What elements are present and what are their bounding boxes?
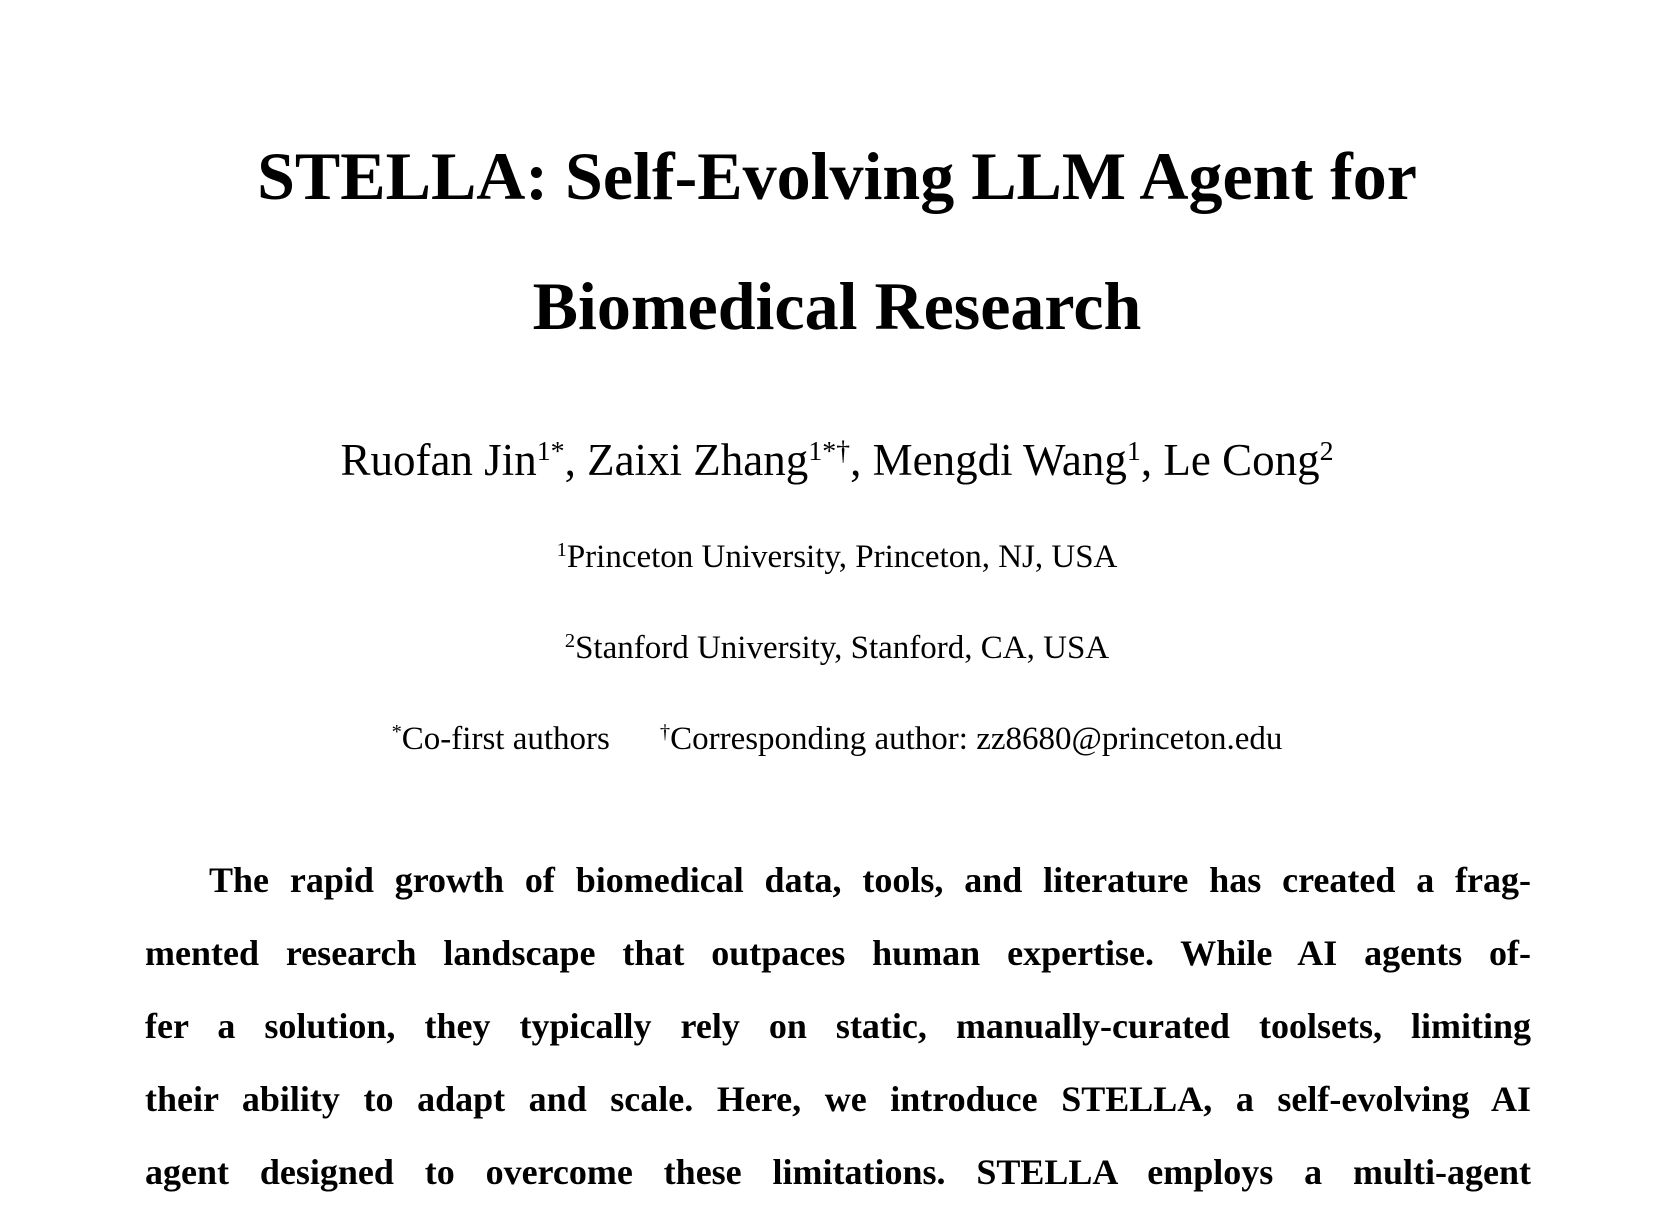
cofirst-note <box>392 721 610 757</box>
corresponding-note <box>660 721 1283 757</box>
affiliation-princeton <box>0 538 1674 575</box>
author-marks: 1* <box>536 435 565 467</box>
abstract <box>145 862 1531 1227</box>
paper-title-line-1: STELLA: Self-Evolving LLM Agent for <box>257 138 1417 214</box>
abstract-line: fer a solution, they typically rely on static, manually-curated toolsets, limiting <box>145 1006 1531 1046</box>
author-name: Zaixi Zhang <box>587 435 809 485</box>
author-separator: , <box>564 435 588 485</box>
author-separator: , <box>850 435 873 485</box>
author-name: Ruofan Jin <box>340 435 537 485</box>
author-separator: , <box>1140 435 1164 485</box>
cofirst-text: Co-first authors <box>401 721 610 757</box>
cofirst-mark: * <box>391 720 402 743</box>
affiliation-text: Stanford University, Stanford, CA, USA <box>575 630 1110 666</box>
author-marks: 1*† <box>808 435 851 467</box>
affiliation-text: Princeton University, Princeton, NJ, USA <box>566 539 1118 575</box>
author <box>873 435 1141 485</box>
author <box>340 435 564 485</box>
affiliation-stanford <box>0 629 1674 666</box>
affiliation-mark: 2 <box>564 629 576 652</box>
abstract-line: their ability to adapt and scale. Here, we introduce STELLA, a self-evolving AI <box>145 1079 1531 1119</box>
author-marks: 1 <box>1126 435 1141 467</box>
author <box>1163 435 1333 485</box>
abstract-line: mented research landscape that outpaces human expertise. While AI agents of- <box>145 933 1531 973</box>
abstract-line: The rapid growth of biomedical data, tools, and literature has created a frag- <box>209 860 1531 900</box>
author-notes <box>0 720 1674 757</box>
author-name: Mengdi Wang <box>872 435 1127 485</box>
abstract-line: agent designed to overcome these limitations. STELLA employs a multi-agent <box>145 1152 1531 1192</box>
author-name: Le Cong <box>1163 435 1320 485</box>
paper-title-line-2: Biomedical Research <box>532 268 1142 344</box>
author <box>587 435 850 485</box>
corresponding-text: Corresponding author: zz8680@princeton.edu <box>670 721 1283 757</box>
author-list <box>0 435 1674 485</box>
author-marks: 2 <box>1319 435 1334 467</box>
affiliation-mark: 1 <box>556 538 567 561</box>
corresponding-mark: † <box>659 720 671 743</box>
